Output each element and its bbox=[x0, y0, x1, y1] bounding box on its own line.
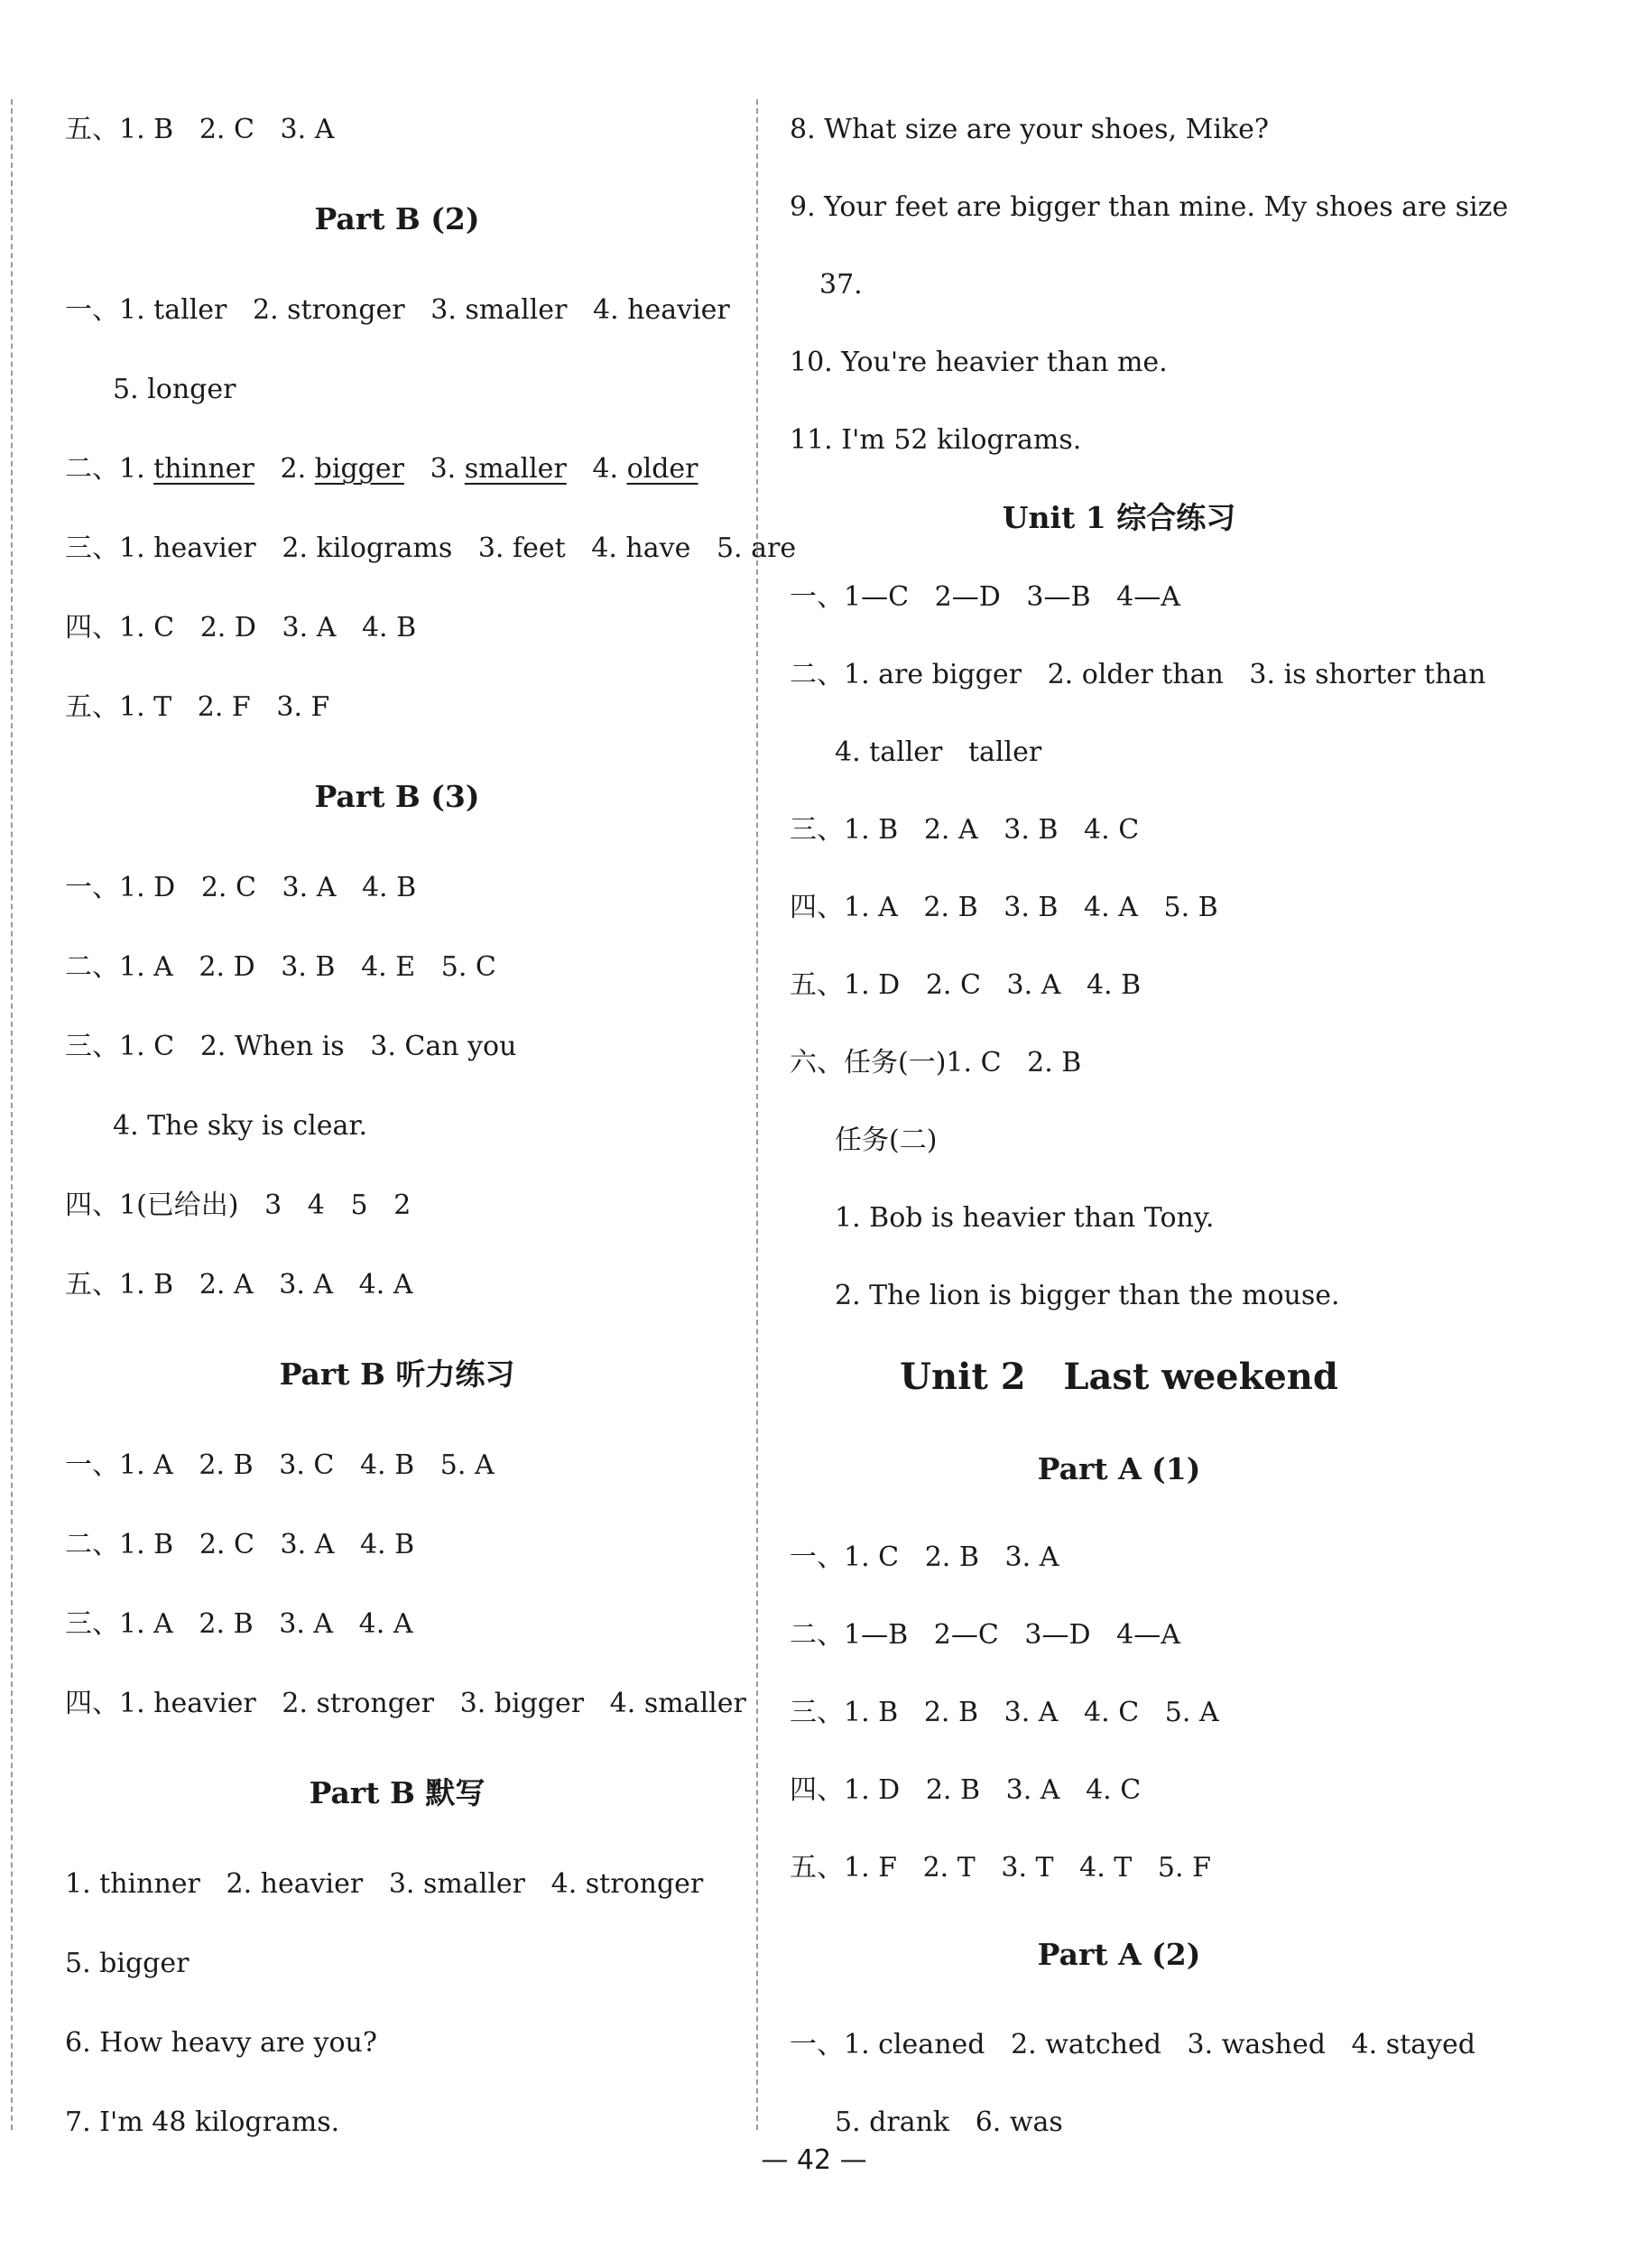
answer-line: 四、1. C 2. D 3. A 4. B bbox=[65, 612, 417, 643]
section-heading-part-b-3: Part B (3) bbox=[314, 779, 480, 814]
answer-line: 一、1. C 2. B 3. A bbox=[790, 1541, 1059, 1573]
answer-line: 37. bbox=[819, 269, 863, 301]
underlined-word: thinner bbox=[153, 453, 254, 485]
answer-line: 9. Your feet are bigger than mine. My shoes are size bbox=[790, 191, 1509, 223]
section-heading-dictation: Part B 默写 bbox=[309, 1775, 486, 1810]
answer-line: 任务(二) bbox=[835, 1125, 938, 1156]
answer-line: 7. I'm 48 kilograms. bbox=[65, 2106, 340, 2138]
column-divider bbox=[756, 99, 758, 2130]
answer-line: 1. Bob is heavier than Tony. bbox=[835, 1202, 1215, 1234]
section-heading-unit1-review: Unit 1 综合练习 bbox=[1002, 500, 1236, 535]
answer-line: 四、1(已给出) 3 4 5 2 bbox=[65, 1190, 412, 1221]
answer-line-underlined bbox=[65, 451, 698, 487]
left-margin-rule bbox=[11, 99, 13, 2130]
answer-line: 2. The lion is bigger than the mouse. bbox=[835, 1280, 1340, 1311]
separator: 2. bbox=[254, 453, 315, 485]
answer-line: 二、1. A 2. D 3. B 4. E 5. C bbox=[65, 951, 496, 983]
answer-line: 8. What size are your shoes, Mike? bbox=[790, 114, 1269, 145]
section-heading-listening: Part B 听力练习 bbox=[279, 1356, 515, 1392]
separator: 4. bbox=[566, 453, 627, 485]
section-heading-part-a-1: Part A (1) bbox=[1037, 1451, 1201, 1486]
answer-line: 四、1. A 2. B 3. B 4. A 5. B bbox=[790, 892, 1218, 923]
answer-line: 五、1. B 2. A 3. A 4. A bbox=[65, 1269, 413, 1301]
section-heading-part-a-2: Part A (2) bbox=[1037, 1937, 1201, 1972]
answer-line: 一、1. cleaned 2. watched 3. washed 4. stayed bbox=[790, 2029, 1475, 2060]
answer-line: 三、1. A 2. B 3. A 4. A bbox=[65, 1608, 413, 1640]
answer-line: 4. The sky is clear. bbox=[113, 1110, 367, 1142]
answer-line: 5. bigger bbox=[65, 1948, 190, 1979]
page-number: — 42 — bbox=[761, 2144, 867, 2176]
answer-line: 一、1. D 2. C 3. A 4. B bbox=[65, 872, 417, 903]
prefix: 二、1. bbox=[65, 453, 154, 485]
answer-line: 六、任务(一)1. C 2. B bbox=[790, 1047, 1082, 1078]
answer-line: 5. longer bbox=[113, 374, 236, 405]
answer-line: 1. thinner 2. heavier 3. smaller 4. stronger bbox=[65, 1868, 704, 1900]
answer-line: 五、1. T 2. F 3. F bbox=[65, 691, 330, 723]
answer-line: 三、1. B 2. B 3. A 4. C 5. A bbox=[790, 1697, 1219, 1728]
answer-line: 四、1. heavier 2. stronger 3. bigger 4. smaller bbox=[65, 1688, 746, 1719]
answer-line: 二、1—B 2—C 3—D 4—A bbox=[790, 1619, 1180, 1651]
answer-line: 11. I'm 52 kilograms. bbox=[790, 424, 1082, 456]
unit-title: Unit 2 Last weekend bbox=[900, 1356, 1338, 1398]
underlined-word: older bbox=[626, 453, 698, 485]
underlined-word: smaller bbox=[464, 453, 567, 485]
answer-line: 三、1. C 2. When is 3. Can you bbox=[65, 1031, 517, 1062]
answer-line: 6. How heavy are you? bbox=[65, 2027, 377, 2059]
answer-line: 4. taller taller bbox=[835, 736, 1042, 768]
answer-line: 五、1. F 2. T 3. T 4. T 5. F bbox=[790, 1852, 1211, 1884]
separator: 3. bbox=[403, 453, 465, 485]
underlined-word: bigger bbox=[314, 453, 404, 485]
answer-line: 三、1. B 2. A 3. B 4. C bbox=[790, 814, 1140, 846]
answer-line: 5. drank 6. was bbox=[835, 2106, 1063, 2138]
answer-line: 一、1. A 2. B 3. C 4. B 5. A bbox=[65, 1449, 495, 1481]
answer-line: 五、1. D 2. C 3. A 4. B bbox=[790, 969, 1142, 1001]
answer-line: 二、1. B 2. C 3. A 4. B bbox=[65, 1529, 415, 1560]
answer-line: 一、1. taller 2. stronger 3. smaller 4. heavier bbox=[65, 294, 730, 326]
answer-line: 五、1. B 2. C 3. A bbox=[65, 114, 335, 145]
answer-line: 四、1. D 2. B 3. A 4. C bbox=[790, 1774, 1142, 1806]
answer-line: 10. You're heavier than me. bbox=[790, 347, 1168, 378]
answer-line: 一、1—C 2—D 3—B 4—A bbox=[790, 581, 1180, 613]
answer-line: 二、1. are bigger 2. older than 3. is shorter than bbox=[790, 659, 1486, 690]
section-heading-part-b-2: Part B (2) bbox=[314, 201, 480, 236]
answer-line: 三、1. heavier 2. kilograms 3. feet 4. have 5. are bbox=[65, 532, 797, 564]
